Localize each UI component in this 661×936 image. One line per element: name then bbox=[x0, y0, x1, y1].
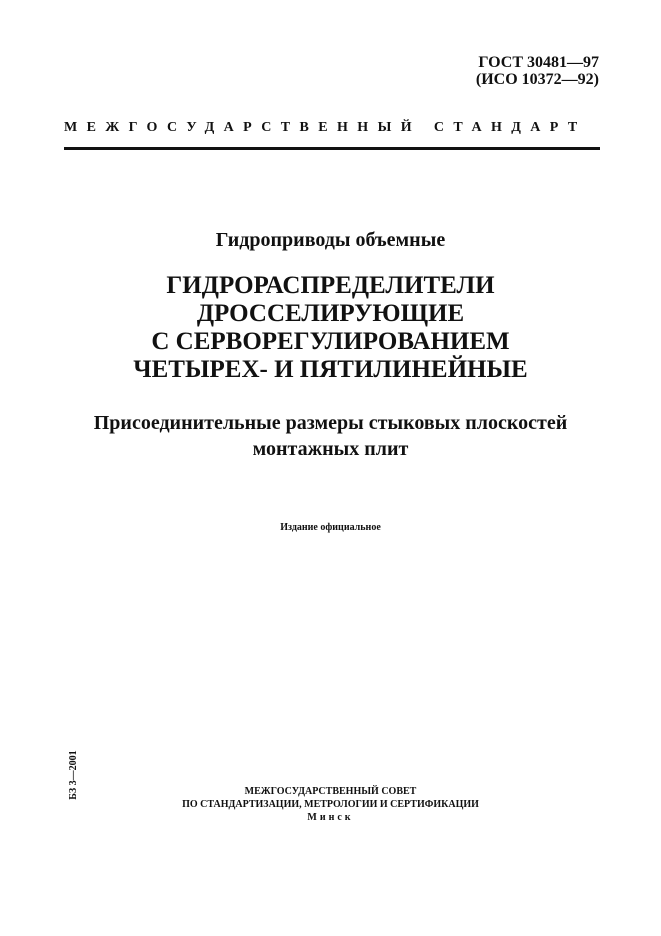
edition-label: Издание официальное bbox=[280, 522, 381, 533]
main-title bbox=[0, 272, 661, 384]
main-title-line-4: ЧЕТЫРЕХ- И ПЯТИЛИНЕЙНЫЕ bbox=[133, 356, 528, 383]
publisher-line-1: МЕЖГОСУДАРСТВЕННЫЙ СОВЕТ bbox=[244, 786, 417, 797]
gost-number: ГОСТ 30481—97 bbox=[478, 54, 599, 71]
main-title-line-2: ДРОССЕЛИРУЮЩИЕ bbox=[196, 300, 465, 327]
subtitle-line-1: Присоединительные размеры стыковых плоскостей bbox=[93, 412, 568, 434]
publisher-line-2: ПО СТАНДАРТИЗАЦИИ, МЕТРОЛОГИИ И СЕРТИФИКАЦИИ bbox=[182, 799, 479, 810]
publisher-city: Минск bbox=[307, 812, 354, 823]
header-rule bbox=[64, 147, 600, 150]
standard-banner: МЕЖГОСУДАРСТВЕННЫЙ СТАНДАРТ bbox=[64, 120, 587, 135]
subtitle-line-2: монтажных плит bbox=[252, 438, 409, 460]
side-mark-text: БЗ 3—2001 bbox=[68, 750, 79, 800]
main-title-line-3: С СЕРВОРЕГУЛИРОВАНИЕМ bbox=[151, 328, 510, 355]
main-title-line-1: ГИДРОРАСПРЕДЕЛИТЕЛИ bbox=[166, 272, 495, 299]
standard-designation bbox=[476, 54, 599, 88]
group-title: Гидроприводы объемные bbox=[215, 229, 446, 251]
iso-number: (ИСО 10372—92) bbox=[475, 71, 599, 88]
publisher bbox=[0, 785, 661, 824]
subtitle bbox=[0, 410, 661, 462]
